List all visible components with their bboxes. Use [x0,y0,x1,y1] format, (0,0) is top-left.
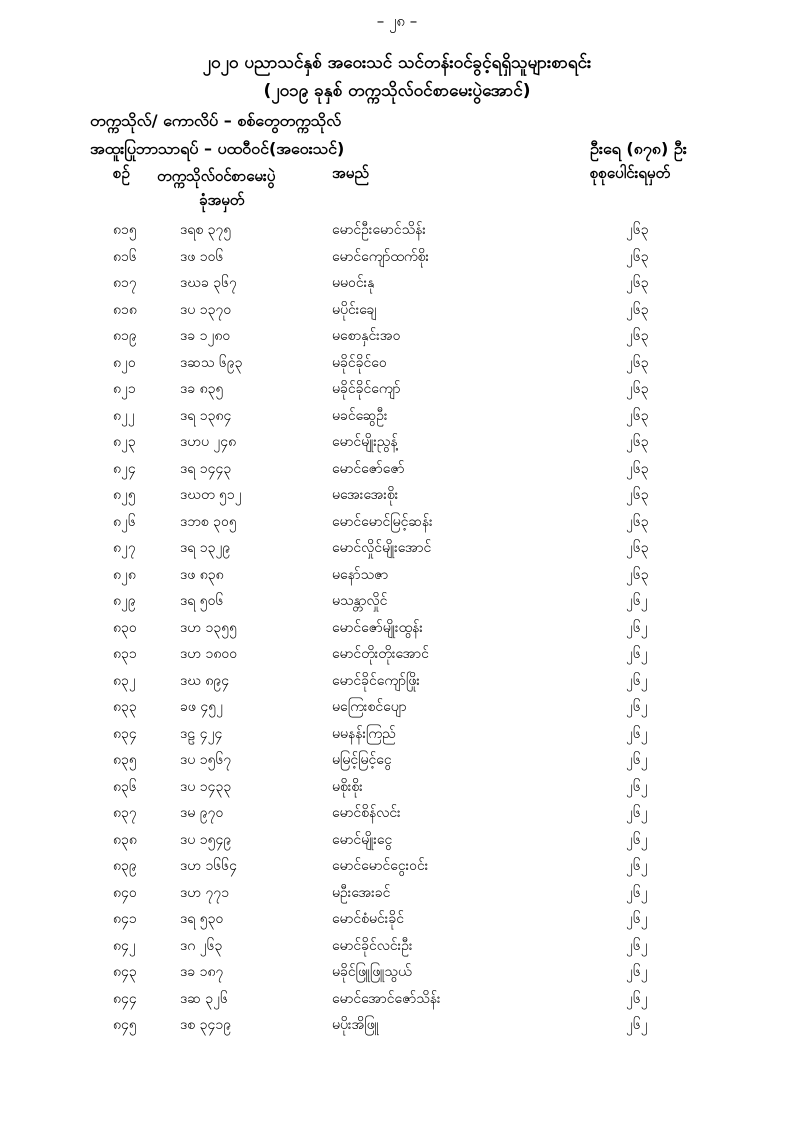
total-marks: ၂၆၂ [626,911,648,927]
student-name: မောင်စံမင်းခိုင် [332,911,404,927]
table-row [0,353,794,380]
total-marks: ၂၆၃ [626,566,649,583]
table-row [0,538,794,565]
roll-number: ဒခ ၁၂၈၀ [180,328,231,344]
table-row [0,989,794,1016]
total-marks: ၂၆၂ [626,593,648,609]
total-marks: ၂၆၃ [626,301,649,318]
student-name: မမနန်းကြည် [332,725,396,742]
serial-no: ၈၃၁ [113,646,137,662]
serial-no: ၈၄၅ [113,1017,137,1033]
student-name: မောင်မောင်ငွေးဝင်း [332,858,429,874]
roll-number: ဒဂ ၂၆၃ [180,937,223,954]
student-name: မခိုင်ခိုင်ဝေ [332,354,387,371]
student-name: မောင်ဇော်ဇော် [332,460,405,477]
roll-number: ဒပ ၁၅၆၇ [180,752,232,768]
serial-no: ၈၃၇ [113,805,137,821]
student-name: မောင်ခိုင်လင်းဦး [332,937,413,954]
table-row [0,724,794,751]
total-marks: ၂၆၂ [626,1017,648,1033]
student-name: မောင်ဦးမောင်သိန်း [332,222,426,238]
header-name: အမည် [332,164,369,182]
total-marks: ၂၆၂ [626,672,648,689]
serial-no: ၈၄၂ [113,937,136,954]
total-marks: ၂၆၃ [626,407,649,424]
serial-no: ၈၃၅ [113,752,137,768]
student-name: မောင်အောင်ဇော်သိန်း [332,990,441,1007]
roll-number: ဒရ ၅၃၀ [180,911,224,927]
roll-number: ဒဟ ၁၃၅၅ [180,619,237,636]
student-name: မပိုးအိဖြူ [332,1017,379,1033]
serial-no: ၈၂၈ [113,566,136,583]
total-marks: ၂၆၃ [626,381,649,397]
table-row [0,459,794,486]
serial-no: ၈၄၄ [113,990,137,1007]
roll-number: ဒပ ၁၅၄၉ [180,831,232,848]
serial-no: ၈၃၉ [113,858,137,874]
total-marks: ၂၆၃ [626,540,649,556]
student-name: မခိုင်ခိုင်ကျော် [332,381,401,397]
results-table [0,220,794,1042]
serial-no: ၈၄၀ [113,884,137,901]
roll-number: ဒရ ၅၀၆ [180,593,224,609]
total-marks: ၂၆၂ [626,699,648,715]
roll-number: ဒဟပ ၂၄၈ [180,434,237,450]
table-row [0,326,794,353]
header-roll-line1: တက္ကသိုလ်ဝင်စာမေးပွဲ [157,167,276,185]
serial-no: ၈၃၆ [113,778,137,795]
serial-no: ၈၃၂ [113,672,136,689]
total-marks: ၂၆၂ [626,884,648,901]
total-marks: ၂၆၂ [626,619,648,636]
roll-number: ဒခ ၈၃၅ [180,381,224,397]
table-row [0,883,794,910]
serial-no: ၈၁၉ [113,328,137,344]
roll-number: ဒမ ၉၇၀ [180,805,224,821]
total-marks: ၂၆၃ [626,434,649,450]
serial-no: ၈၂၆ [113,513,136,530]
roll-number: ဒဃ ၈၉၄ [180,672,230,689]
table-row [0,697,794,724]
roll-number: ဒစ ၃၄၁၉ [180,1017,232,1033]
table-row [0,406,794,433]
serial-no: ၈၃၈ [113,831,137,848]
student-name: မခင်ဆွေဦး [332,407,388,424]
student-name: မမြင့်မြင့်ငွေ [332,752,392,768]
total-marks: ၂၆၂ [626,858,648,874]
student-name: မစိုးစိုး [332,778,363,795]
header-serial-no: စဉ် [113,164,130,182]
header-roll-number [157,164,275,212]
major-subject-line: အထူးပြုဘာသာရပ် – ပထဝီဝင်(အဝေးသင်) [90,139,345,158]
roll-number: ဒဟ ၁၈၀၀ [180,646,238,662]
serial-no: ၈၂၄ [113,460,136,477]
roll-number: ဒဆသ ၆၉၃ [180,354,243,371]
total-marks: ၂၆၂ [626,646,648,662]
student-name: မမဝင်းနု [332,275,375,291]
serial-no: ၈၁၆ [113,248,137,265]
header-roll-line2: ခုံအမှတ် [199,191,245,209]
student-name: မောင်ဇော်မျိုးထွန်း [332,619,423,636]
serial-no: ၈၂၅ [113,487,136,503]
roll-number: ဒပ ၁၄၃၃ [180,778,232,795]
total-marks: ၂၆၃ [626,222,649,238]
roll-number: ဒခ ၁၈၇ [180,964,224,980]
student-count: ဦးရေ (၈၇၈) ဦး [590,139,687,158]
table-row [0,803,794,830]
serial-no: ၈၃၄ [113,725,137,742]
table-row [0,300,794,327]
table-row [0,220,794,247]
student-name: မကြေးစင်ပျော [332,699,407,715]
table-row [0,856,794,883]
total-marks: ၂၆၃ [626,275,649,291]
student-name: မောင်တိုးတိုးအောင် [332,646,429,662]
serial-no: ၈၄၃ [113,964,137,980]
student-name: မနော်သဇာ [332,566,389,583]
total-marks: ၂၆၃ [626,460,649,477]
table-row [0,830,794,857]
total-marks: ၂၆၃ [626,487,649,503]
serial-no: ၈၁၇ [113,275,137,291]
serial-no: ၈၃၃ [113,699,137,715]
table-row [0,936,794,963]
student-name: မစောနှင်းအဝ [332,328,401,344]
student-name: မောင်မျိုးငွေ [332,831,393,848]
roll-number: ဒဠ ၄၂၄ [180,725,223,742]
serial-no: ၈၁၅ [113,222,137,238]
serial-no: ၈၂၃ [113,434,136,450]
table-row [0,618,794,645]
total-marks: ၂၆၂ [626,937,648,954]
roll-number: ဒဖ ၈၃၈ [180,566,224,583]
student-name: မခိုင်ဖြူဖြူသွယ် [332,964,412,980]
serial-no: ၈၂၁ [113,381,136,397]
student-name: မောင်ခိုင်ကျော်ဖြိုး [332,672,420,689]
document-title: ၂၀၂၀ ပညာသင်နှစ် အဝေးသင် သင်တန်းဝင်ခွင့်ရရှိသူများစာရင်း [202,53,592,73]
university-line: တက္ကသိုလ်/ ကောလိပ် – စစ်တွေတက္ကသိုလ် [90,111,342,130]
total-marks: ၂၆၂ [626,964,648,980]
total-marks: ၂၆၂ [626,778,648,795]
serial-no: ၈၂၉ [113,593,136,609]
table-row [0,750,794,777]
page-number: – ၂၈ – [376,12,418,30]
total-marks: ၂၆၂ [626,805,648,821]
roll-number: ဒရ ၁၃၈၄ [180,407,232,424]
roll-number: ခဖ ၄၅၂ [180,699,223,715]
serial-no: ၈၂၂ [113,407,135,424]
roll-number: ဒရ ၁၃၂၉ [180,540,231,556]
student-name: မပိုင်းချေ [332,301,377,318]
roll-number: ဒဖ ၁၀၆ [180,248,224,265]
roll-number: ဒပ ၁၃၇၀ [180,301,232,318]
total-marks: ၂၆၂ [626,990,648,1007]
table-row [0,512,794,539]
student-name: မောင်မျိုးညွန့် [332,434,398,450]
student-name: မဦးအေးခင် [332,884,391,901]
total-marks: ၂၆၂ [626,725,648,742]
roll-number: ဒဆ ၃၂၆ [180,990,228,1007]
student-name: မအေးအေးစိုး [332,487,399,503]
total-marks: ၂၆၃ [626,248,649,265]
roll-number: ဒဟ ၇၇၁ [180,884,230,901]
table-row [0,962,794,989]
table-row [0,485,794,512]
table-row [0,565,794,592]
document-subtitle: (၂၀၁၉ ခုနှစ် တက္ကသိုလ်ဝင်စာမေးပွဲအောင်) [263,81,531,101]
roll-number: ဒဟ ၁၆၆၄ [180,858,237,874]
total-marks: ၂၆၂ [626,752,648,768]
serial-no: ၈၃၀ [113,619,137,636]
student-name: မောင်လှိုင်မျိုးအောင် [332,540,432,556]
header-total-marks: စုစုပေါင်းရမှတ် [590,164,671,182]
table-row [0,909,794,936]
serial-no: ၈၂၇ [113,540,136,556]
total-marks: ၂၆၃ [626,354,649,371]
roll-number: ဒဃတ ၅၁၂ [180,487,242,503]
roll-number: ဒရ ၁၄၄၃ [180,460,232,477]
roll-number: ဒဃခ ၃၆၇ [180,275,237,291]
table-row [0,644,794,671]
roll-number: ဒဘစ ၃၀၅ [180,513,237,530]
serial-no: ၈၄၁ [113,911,137,927]
roll-number: ဒရစ ၃၇၅ [180,222,232,238]
student-name: မောင်စိန်လင်း [332,805,401,821]
serial-no: ၈၂၀ [113,354,136,371]
student-name: မသန္တာလှိုင် [332,593,388,609]
table-row [0,273,794,300]
serial-no: ၈၁၈ [113,301,137,318]
total-marks: ၂၆၂ [626,831,648,848]
table-row [0,591,794,618]
student-name: မောင်မောင်မြင့်ဆန်း [332,513,433,530]
table-row [0,671,794,698]
table-row [0,247,794,274]
table-row [0,777,794,804]
student-name: မောင်ကျော်ထက်စိုး [332,248,430,265]
total-marks: ၂၆၃ [626,513,649,530]
table-row [0,1015,794,1042]
total-marks: ၂၆၃ [626,328,649,344]
table-row [0,432,794,459]
table-row [0,379,794,406]
